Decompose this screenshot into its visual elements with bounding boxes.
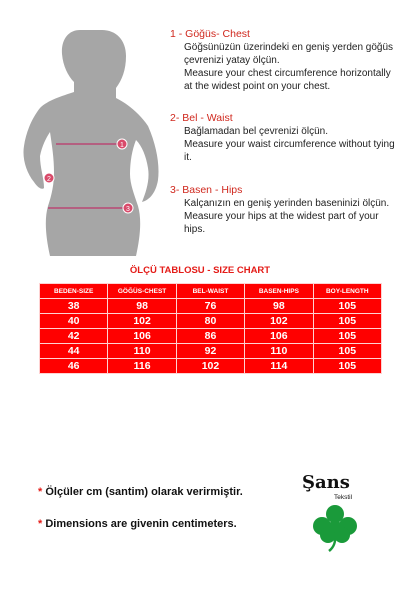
cell-hips: 106: [245, 329, 313, 344]
waist-title: 2- Bel - Waist: [170, 112, 233, 124]
waist-guide: [170, 112, 396, 164]
note-units-tr: [38, 486, 243, 498]
chest-title: 1 - Göğüs- Chest: [170, 28, 250, 40]
header-chest: GÖĞÜS-CHEST: [108, 284, 176, 299]
waist-text-tr: Bağlamadan bel çevrenizi ölçün.: [184, 126, 328, 137]
marker-3: [123, 203, 133, 213]
header-size: BEDEN-SIZE: [40, 284, 108, 299]
note-star: *: [38, 518, 43, 530]
table-row: [40, 299, 382, 314]
note-units-en: [38, 518, 237, 530]
header-hips: BASEN-HIPS: [245, 284, 313, 299]
chest-text-en: Measure your chest circumference horizontally at the widest point on your chest.: [184, 68, 391, 92]
body-measurement-figure: [18, 28, 168, 256]
cell-chest: 102: [108, 314, 176, 329]
cell-length: 105: [313, 344, 381, 359]
table-row: [40, 329, 382, 344]
cell-size: 46: [40, 359, 108, 374]
svg-text:2: 2: [47, 176, 51, 183]
cell-size: 44: [40, 344, 108, 359]
cell-waist: 92: [176, 344, 244, 359]
brand-logo: [300, 472, 372, 552]
cell-length: 105: [313, 314, 381, 329]
cell-size: 40: [40, 314, 108, 329]
size-chart-header-row: [40, 284, 382, 299]
cell-waist: 80: [176, 314, 244, 329]
cell-length: 105: [313, 329, 381, 344]
marker-2: [44, 173, 54, 183]
header-length: BOY-LENGTH: [313, 284, 381, 299]
cell-chest: 110: [108, 344, 176, 359]
cell-waist: 76: [176, 299, 244, 314]
table-row: [40, 314, 382, 329]
header-waist: BEL-WAIST: [176, 284, 244, 299]
brand-name: Şans: [302, 472, 350, 493]
hips-text-en: Measure your hips at the widest part of your hips.: [184, 211, 379, 235]
clover-icon: [312, 504, 358, 552]
body-silhouette: [23, 30, 158, 256]
cell-waist: 102: [176, 359, 244, 374]
chest-text-tr: Göğsünüzün üzerindeki en geniş yerden göğüs çevrenizi yatay ölçün.: [184, 42, 394, 66]
cell-hips: 98: [245, 299, 313, 314]
note-star: *: [38, 486, 43, 498]
table-row: [40, 359, 382, 374]
brand-subtitle: Tekstil: [334, 494, 353, 501]
size-chart-table: [39, 283, 382, 374]
hips-title: 3- Basen - Hips: [170, 184, 243, 196]
svg-text:3: 3: [126, 206, 130, 213]
chest-guide: [170, 28, 396, 93]
cell-size: 42: [40, 329, 108, 344]
cell-chest: 98: [108, 299, 176, 314]
svg-text:1: 1: [120, 142, 124, 149]
cell-chest: 106: [108, 329, 176, 344]
hips-guide: [170, 184, 396, 236]
cell-size: 38: [40, 299, 108, 314]
cell-chest: 116: [108, 359, 176, 374]
cell-hips: 102: [245, 314, 313, 329]
marker-1: [117, 139, 127, 149]
waist-text-en: Measure your waist circumference without tying it.: [184, 139, 395, 163]
cell-length: 105: [313, 299, 381, 314]
size-chart-title: ÖLÇÜ TABLOSU - SIZE CHART: [129, 265, 271, 276]
cell-hips: 114: [245, 359, 313, 374]
note-text: Dimensions are givenin centimeters.: [42, 518, 237, 530]
cell-waist: 86: [176, 329, 244, 344]
hips-text-tr: Kalçanızın en geniş yerinden baseninizi ölçün.: [184, 198, 390, 209]
note-text: Ölçüler cm (santim) olarak verirmiştir.: [42, 486, 243, 498]
cell-length: 105: [313, 359, 381, 374]
cell-hips: 110: [245, 344, 313, 359]
table-row: [40, 344, 382, 359]
